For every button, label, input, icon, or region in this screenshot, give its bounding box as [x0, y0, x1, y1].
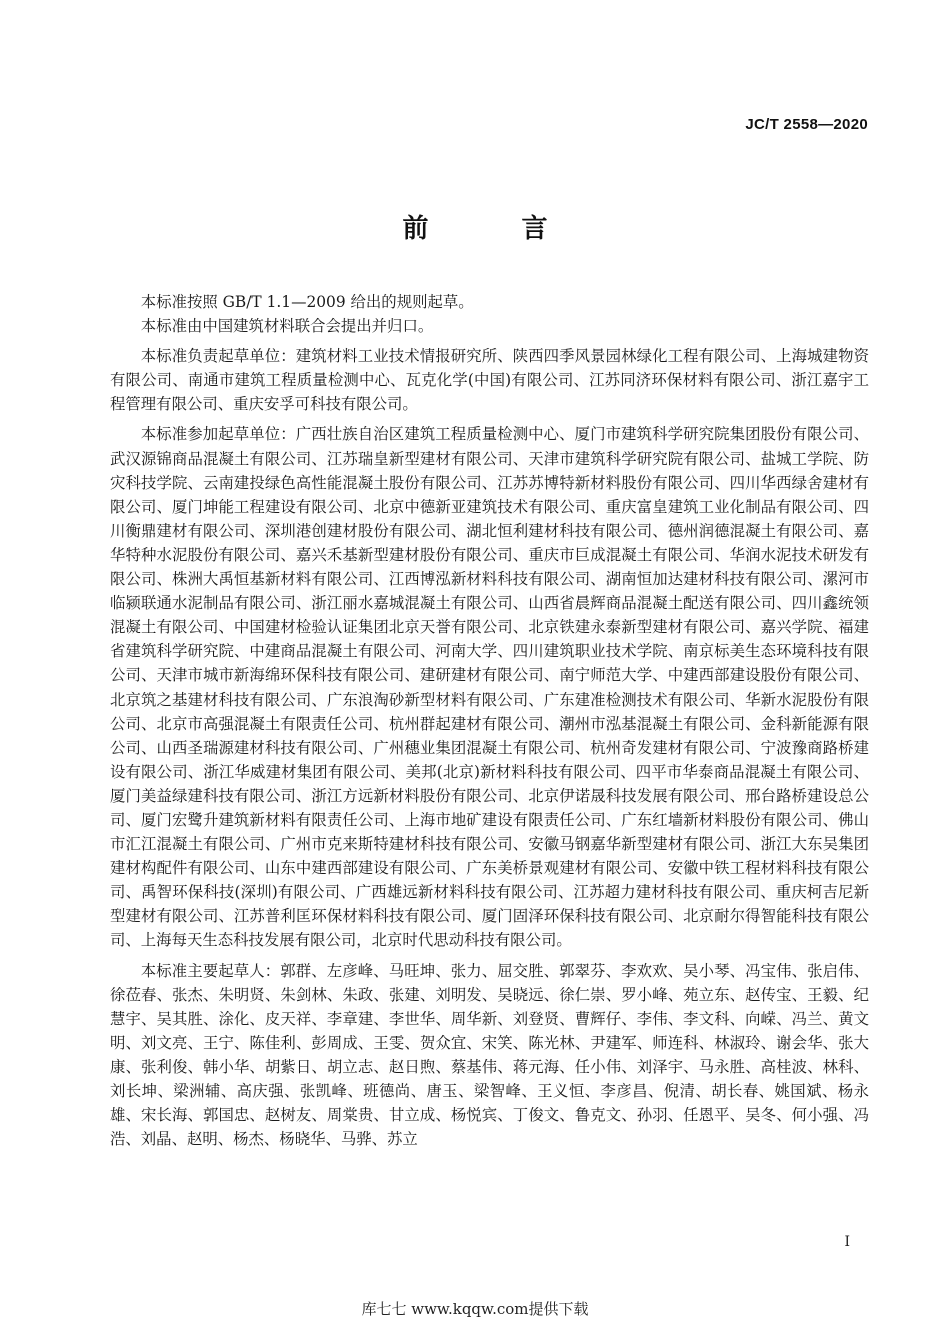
paragraph-proposer: 本标准由中国建筑材料联合会提出并归口。: [140, 317, 434, 336]
paragraph-participating-drafters: 本标准参加起草单位：广西壮族自治区建筑工程质量检测中心、厦门市建筑科学研究院集团股份有限公司、武汉源锦商品混凝土有限公司、江苏瑞皇新型建材有限公司、天津市建筑科学研究院有限公司、盐城工学院、防灾科技学院、云南建投绿色高性能混凝土股份有限公司、江苏苏博特新材料股份有限公司、四川华西绿舍建材有限公司、厦门坤能工程建设有限公司、北京中德新亚建筑技术有限公司、重庆富皇建筑工业化制品有限公司、四川衡鼎建材有限公司、深圳港创建材股份有限公司、湖北恒利建材科技有限公司、德州润德混凝土有限公司、嘉华特种水泥股份有限公司、嘉兴禾基新型建材股份有限公司、重庆市巨成混凝土有限公司、华润水泥技术研发有限公司、株洲大禹恒基新材料有限公司、江西博泓新材料科技有限公司、湖南恒加达建材科技有限公司、漯河市临颍联通水泥制品有限公司、浙江丽水嘉城混凝土有限公司、山西省晨辉商品混凝土配送有限公司、四川鑫统领混凝土有限公司、中国建材检验认证集团北京天誉有限公司、北京铁建永泰新型建材有限公司、嘉兴学院、福建省建筑科学研究院、中建商品混凝土有限公司、河南大学、四川建筑职业技术学院、南京标美生态环境科技有限公司、天津市城市新海绵环保科技有限公司、建研建材有限公司、南宁师范大学、中建西部建设股份有限公司、北京筑之基建材科技有限公司、广东浪淘砂新型材料有限公司、广东建准检测技术有限公司、华新水泥股份有限公司、北京市高强混凝土有限责任公司、杭州群起建材有限公司、潮州市泓基混凝土有限公司、金科新能源有限公司、山西圣瑞源建材科技有限公司、广州穗业集团混凝土有限公司、杭州奇发建材有限公司、宁波豫商路桥建设有限公司、浙江华威建材集团有限公司、美邦(北京)新材料科技有限公司、四平市华泰商品混凝土有限公司、厦门美益绿建科技有限公司、浙江方远新材料股份有限公司、北京伊诺晟科技发展有限公司、邢台路桥建设总公司、厦门宏鹭升建筑新材料有限责任公司、上海市地矿建设有限责任公司、广东红墙新材料股份有限公司、佛山市汇江混凝土有限公司、广州市克来斯特建材科技有限公司、安徽马钢嘉华新型建材有限公司、浙江大东吴集团建材构配件有限公司、山东中建西部建设有限公司、广东美桥景观建材有限公司、安徽中铁工程材料科技有限公司、禹智环保科技(深圳)有限公司、广西雄远新材料科技有限公司、江苏超力建材科技有限公司、重庆柯吉尼新型建材有限公司、江苏普利匡环保材料科技有限公司、厦门固泽环保科技有限公司、北京耐尔得智能科技有限公司、上海每天生态科技发展有限公司，北京时代思动科技有限公司。: [110, 425, 869, 950]
paragraph-main-authors: 本标准主要起草人：郭群、左彦峰、马旺坤、张力、屈交胜、郭翠芬、李欢欢、吴小琴、冯宝伟、张启伟、徐莅春、张杰、朱明贤、朱剑林、朱政、张建、刘明发、吴晓远、徐仁崇、罗小峰、苑立东、赵传宝、王毅、纪慧宇、吴其胜、涂化、皮天祥、李章建、李世华、周华新、刘登贤、曹辉仔、李伟、李文科、向嵘、冯兰、黄文明、刘文亮、王宁、陈佳利、彭周成、王雯、贺众宜、宋笑、陈光林、尹建军、师连科、林淑玲、谢会华、张大康、张利俊、韩小华、胡紫日、胡立志、赵日煦、蔡基伟、蒋元海、任小伟、刘泽宇、马永胜、高桂波、林科、刘长坤、梁洲辅、高庆强、张凯峰、班德尚、唐玉、梁智峰、王义恒、李彦昌、倪清、胡长春、姚国斌、杨永雄、宋长海、郭国忠、赵树友、周棠贵、甘立成、杨悦宾、丁俊文、鲁克文、孙羽、任恩平、吴冬、何小强、冯浩、刘晶、赵明、杨杰、杨晓华、马骅、苏立: [110, 961, 869, 1149]
download-watermark-note: 库七七 www.kqqw.com提供下载: [361, 1300, 589, 1318]
standard-code: JC/T 2558—2020: [745, 116, 868, 133]
foreword-body: [110, 290, 869, 1151]
page-number: I: [844, 1234, 850, 1250]
paragraph-lead-drafters: 本标准负责起草单位：建筑材料工业技术情报研究所、陕西四季风景园林绿化工程有限公司、上海城建物资有限公司、南通市建筑工程质量检测中心、瓦克化学(中国)有限公司、江苏同济环保材料有限公司、浙江嘉宇工程管理有限公司、重庆安孚可科技有限公司。: [110, 347, 869, 414]
page-title: 前 言: [402, 214, 590, 244]
paragraph-drafting-rules: 本标准按照 GB/T 1.1—2009 给出的规则起草。: [140, 293, 474, 311]
